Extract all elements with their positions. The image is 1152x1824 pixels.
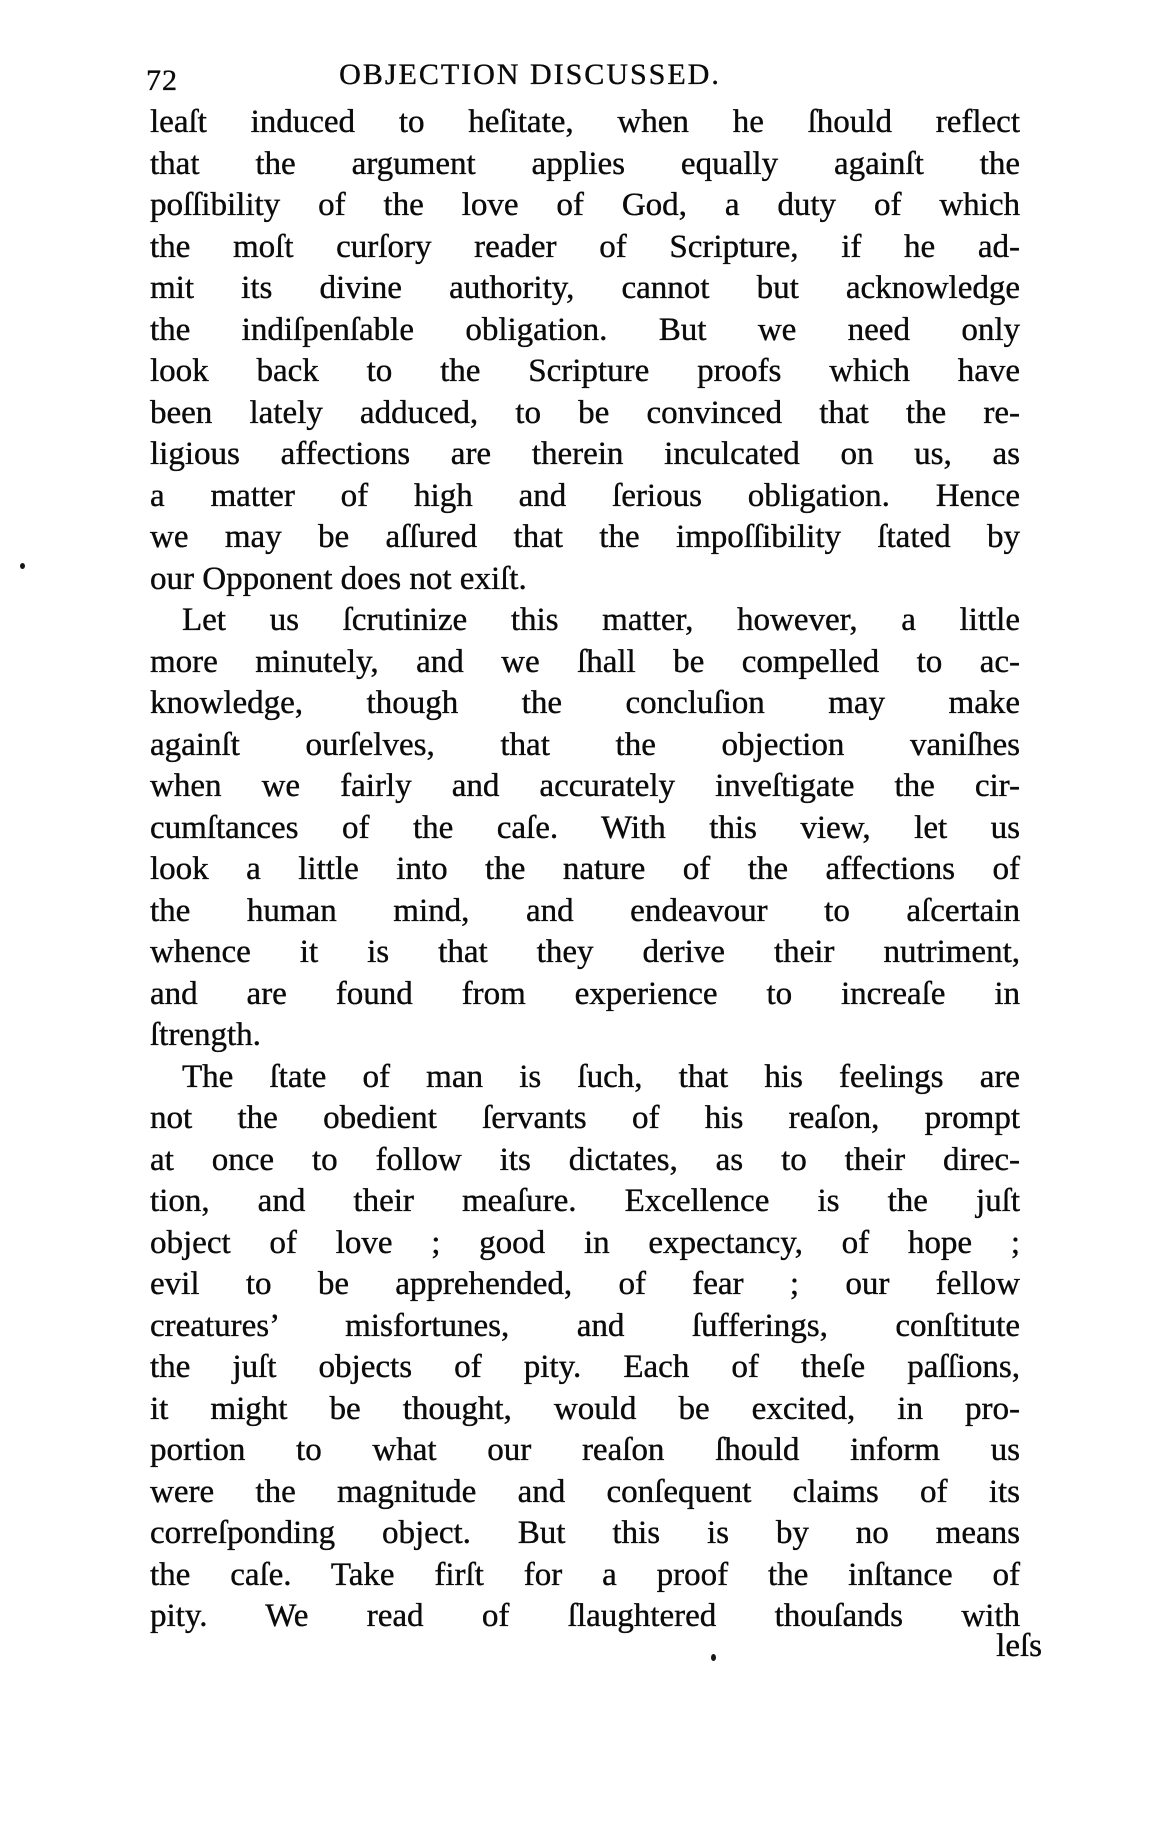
text-line: mit its divine authority, cannot but acknowledge [150, 270, 1020, 306]
text-line: Let us ſcrutinize this matter, however, a little [182, 602, 1020, 638]
text-line: been lately adduced, to be convinced that the re- [150, 394, 1020, 431]
text-line: whence it is that they derive their nutriment, [150, 934, 1020, 970]
running-title: OBJECTION DISCUSSED. [339, 58, 721, 91]
text-line: leaſt induced to heſitate, when he ſhould reflect [150, 104, 1020, 140]
text-line: not the obedient ſervants of his reaſon, prompt [150, 1100, 1020, 1136]
text-block [150, 102, 1020, 1638]
text-line: cumſtances of the caſe. With this view, let us [150, 809, 1020, 846]
text-line: a matter of high and ſerious obligation. Hence [150, 477, 1020, 514]
text-line: ſtrength. [150, 1017, 261, 1053]
text-line: when we fairly and accurately inveſtigate the cir- [150, 768, 1020, 804]
text-line: that the argument applies equally againſt the [150, 145, 1020, 182]
text-line: were the magnitude and conſequent claims of its [150, 1473, 1020, 1510]
text-line: the indiſpenſable obligation. But we need only [150, 311, 1020, 348]
text-line: we may be aſſured that the impoſſibility ſtated by [150, 519, 1020, 555]
text-line: portion to what our reaſon ſhould inform us [150, 1432, 1020, 1468]
text-line: the human mind, and endeavour to aſcertain [150, 892, 1020, 929]
catchword-row [150, 1628, 1042, 1665]
text-line: pity. We read of ſlaughtered thouſands with [150, 1598, 1020, 1634]
text-line: and are found from experience to increaſe in [150, 975, 1020, 1012]
text-line: poſſibility of the love of God, a duty of which [150, 187, 1020, 223]
text-line: creatures’ misfortunes, and ſufferings, conſtitute [150, 1307, 1020, 1344]
text-line: our Opponent does not exiſt. [150, 560, 527, 597]
text-line: it might be thought, would be excited, in pro- [150, 1390, 1020, 1427]
text-line: more minutely, and we ſhall be compelled to ac- [150, 643, 1020, 680]
page-number: 72 [146, 64, 178, 97]
text-line: knowledge, though the concluſion may make [150, 685, 1020, 721]
text-line: ligious affections are therein inculcated on us, as [150, 436, 1020, 472]
text-line: againſt ourſelves, that the objection vaniſhes [150, 726, 1020, 763]
ink-speck [711, 1654, 716, 1661]
text-line: the moſt curſory reader of Scripture, if he ad- [150, 228, 1020, 265]
catchword: leſs [996, 1628, 1042, 1664]
text-line: the juſt objects of pity. Each of theſe paſſions, [150, 1349, 1020, 1385]
text-line: tion, and their meaſure. Excellence is the juſt [150, 1183, 1020, 1219]
text-line: The ſtate of man is ſuch, that his feelings are [182, 1058, 1020, 1095]
text-line: look back to the Scripture proofs which have [150, 353, 1020, 389]
text-line: at once to follow its dictates, as to their direc- [150, 1141, 1020, 1178]
text-line: object of love ; good in expectancy, of hope ; [150, 1224, 1020, 1261]
text-line: evil to be apprehended, of fear ; our fellow [150, 1266, 1020, 1302]
text-line: correſponding object. But this is by no means [150, 1515, 1020, 1551]
text-line: look a little into the nature of the affections of [150, 851, 1020, 887]
ink-speck [20, 563, 25, 569]
page-header [0, 58, 1152, 102]
text-line: the caſe. Take firſt for a proof the inſtance of [150, 1556, 1020, 1593]
